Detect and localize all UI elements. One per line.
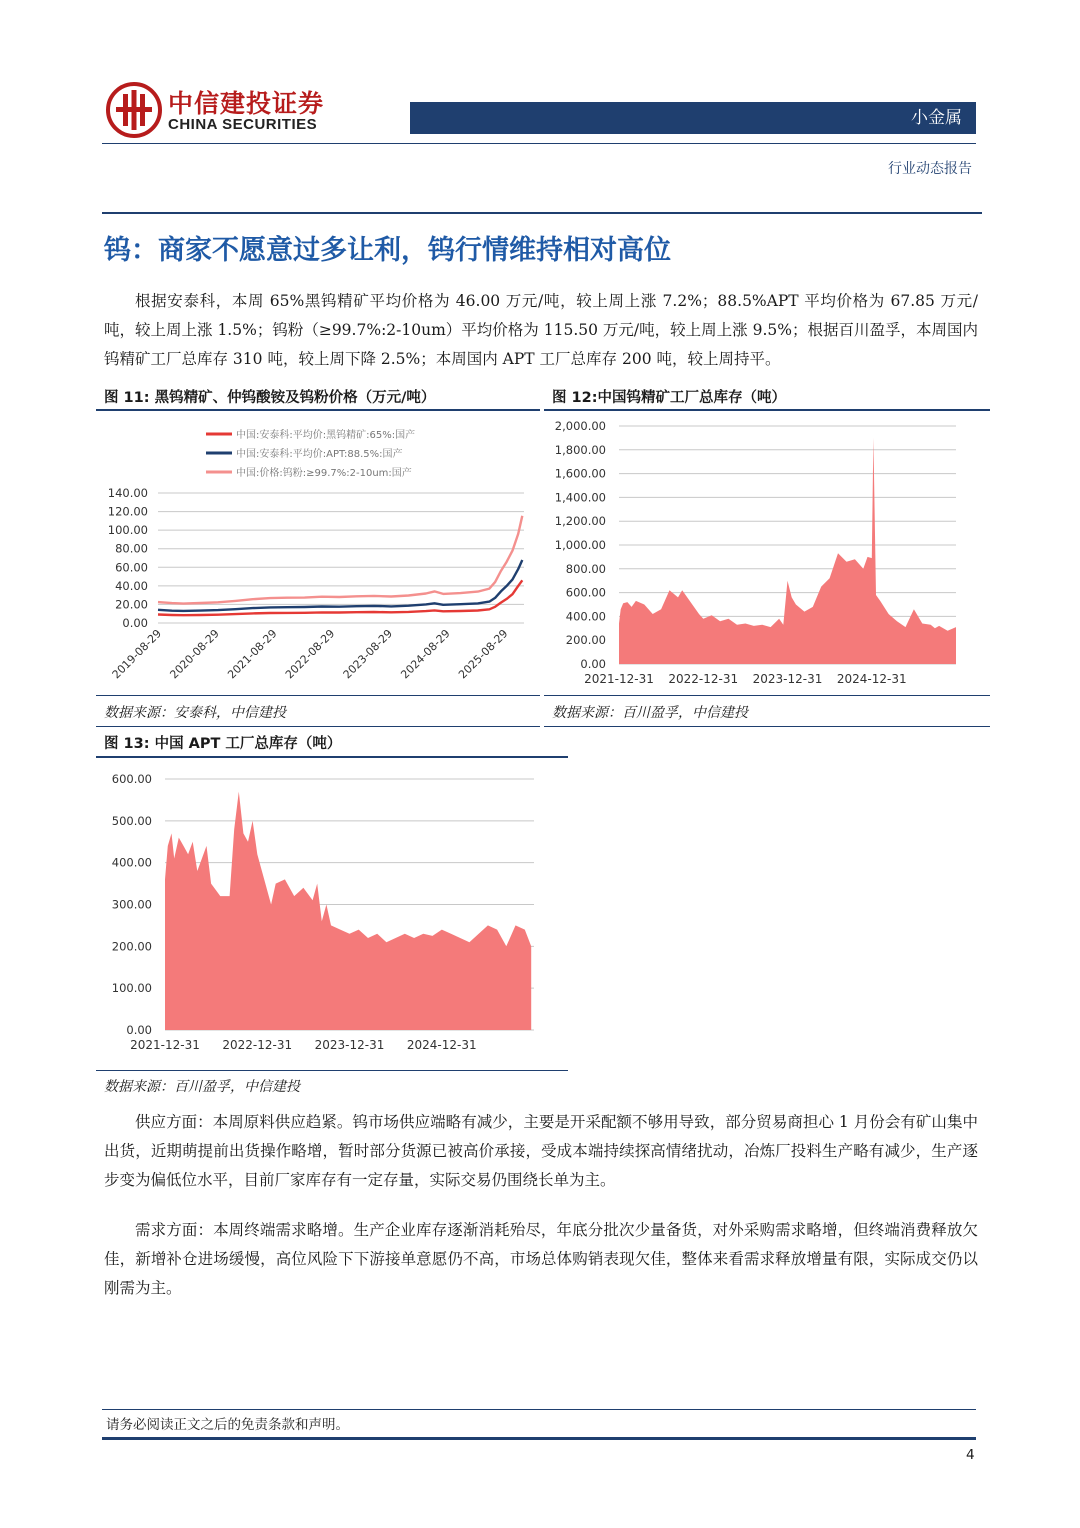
fig13-y-tick: 400.00 <box>111 855 152 870</box>
fig12-y-tick: 1,600.00 <box>554 466 606 481</box>
fig13-y-tick: 600.00 <box>111 772 152 786</box>
fig13-title: 图 13: 中国 APT 工厂总库存（吨） <box>104 736 342 752</box>
fig13-y-tick: 0.00 <box>126 1023 152 1037</box>
fig12-area <box>619 438 956 664</box>
fig11-x-tick: 2024-08-29 <box>398 626 453 682</box>
fig12-y-tick: 600.00 <box>565 585 606 600</box>
footer-bottom-rule <box>102 1437 976 1440</box>
fig11-x-tick: 2019-08-29 <box>109 626 165 682</box>
demand-paragraph: 需求方面：本周终端需求略增。生产企业库存逐渐消耗殆尽，年底分批次少量备货，对外采购需求略增，但终端消费释放欠佳，新增补仓进场缓慢，高位风险下下游接单意愿仍不高，市场总体购销表现欠佳，整体来看需求释放增量有限，实际成交仍以刚需为主。 <box>104 1221 978 1297</box>
fig11-legend-label-1: 中国:安泰科:平均价:黑钨精矿:65%:国产 <box>236 430 416 441</box>
fig12-y-tick: 200.00 <box>565 633 606 648</box>
fig11-y-tick: 40.00 <box>115 578 148 593</box>
fig13-y-tick: 100.00 <box>111 981 152 996</box>
supply-paragraph: 供应方面：本周原料供应趋紧。钨市场供应端略有减少，主要是开采配额不够用导致，部分贸易商担心 1 月份会有矿山集中出货，近期萌提前出货操作略增，暂时部分货源已被高价承接，受成本端持续探高情绪扰动，冶炼厂投料生产略有减少，生产逐步变为偏低位水平，目前厂家库存有一定存量，实际交易仍围绕长单为主。 <box>104 1113 978 1189</box>
company-name-cn: 中信建投证券 <box>168 89 325 118</box>
fig13-top-rule <box>96 756 568 758</box>
fig12-x-tick: 2022-12-31 <box>668 672 739 686</box>
fig12-y-tick: 800.00 <box>565 561 606 576</box>
fig12-y-tick: 1,800.00 <box>554 442 606 457</box>
fig13-x-tick: 2023-12-31 <box>314 1038 385 1052</box>
fig11-y-tick: 140.00 <box>107 486 148 500</box>
fig13-x-tick: 2021-12-31 <box>130 1038 200 1052</box>
fig13-bottom-rule <box>96 1070 568 1071</box>
fig11-x-tick: 2020-08-29 <box>167 626 222 682</box>
title-top-rule <box>102 212 982 214</box>
header-rule <box>102 143 976 144</box>
fig12-top-rule <box>544 409 990 411</box>
intro-paragraph: 根据安泰科，本周 65%黑钨精矿平均价格为 46.00 万元/吨，较上周上涨 7.2%；88.5%APT 平均价格为 67.85 万元/吨，较上周上涨 1.5%；钨粉（≥99.7%:2-10um）平均价格为 115.50 万元/吨，较上周上涨 9.5%；根据百川盈孚，本周国内钨精矿工厂总库存 310 吨，较上周下降 2.5%；本周国内 APT 工厂总库存 200 吨，较上周持平。 <box>104 292 978 368</box>
page-title: 钨：商家不愿意过多让利，钨行情维持相对高位 <box>104 235 671 266</box>
fig12-bottom-rule <box>544 695 990 696</box>
fig12-y-tick: 400.00 <box>565 609 606 624</box>
fig13-y-tick: 200.00 <box>111 939 152 954</box>
fig11-y-tick: 100.00 <box>107 523 148 538</box>
fig11-x-tick: 2022-08-29 <box>282 626 338 682</box>
fig11-chart <box>96 412 540 694</box>
fig12-y-tick: 2,000.00 <box>554 419 606 433</box>
fig11-y-tick: 20.00 <box>115 597 148 612</box>
fig12-x-tick: 2024-12-31 <box>836 672 907 686</box>
fig11-title: 图 11: 黑钨精矿、仲钨酸铵及钨粉价格（万元/吨） <box>104 390 436 406</box>
page-number: 4 <box>966 1447 975 1463</box>
disclaimer: 请务必阅读正文之后的免责条款和声明。 <box>106 1417 349 1433</box>
fig11-source-rule <box>96 726 540 727</box>
fig12-y-tick: 1,000.00 <box>554 538 606 552</box>
fig11-bottom-rule <box>96 695 540 696</box>
fig12-y-tick: 0.00 <box>580 657 606 671</box>
fig13-y-tick: 500.00 <box>111 813 152 828</box>
fig12-source-rule <box>544 726 990 727</box>
fig11-y-tick: 80.00 <box>115 541 148 556</box>
fig11-top-rule <box>96 409 540 411</box>
fig12-source: 数据来源：百川盈孚，中信建投 <box>552 705 748 721</box>
fig11-y-tick: 0.00 <box>122 616 148 630</box>
fig13-x-tick: 2022-12-31 <box>222 1038 293 1052</box>
fig13-chart <box>96 759 568 1069</box>
fig12-chart <box>544 412 990 694</box>
footer-top-rule <box>102 1409 976 1410</box>
fig13-source: 数据来源：百川盈孚，中信建投 <box>104 1079 300 1095</box>
fig12-y-tick: 1,200.00 <box>554 514 606 529</box>
section-bar: 小金属 <box>410 102 976 134</box>
report-type: 行业动态报告 <box>888 161 972 177</box>
fig13-x-tick: 2024-12-31 <box>406 1038 477 1052</box>
fig13-y-tick: 300.00 <box>111 897 152 912</box>
fig11-y-tick: 120.00 <box>107 504 148 519</box>
fig11-x-tick: 2023-08-29 <box>340 626 396 682</box>
fig11-source: 数据来源：安泰科，中信建投 <box>104 705 286 721</box>
fig11-series-line-3 <box>158 516 522 604</box>
fig11-y-tick: 60.00 <box>115 560 148 575</box>
fig11-legend-label-2: 中国:安泰科:平均价:APT:88.5%:国产 <box>236 449 403 460</box>
fig11-x-tick: 2021-08-29 <box>225 626 280 682</box>
fig12-y-tick: 1,400.00 <box>554 490 606 505</box>
fig11-x-tick: 2025-08-29 <box>456 626 511 682</box>
company-name-en: CHINA SECURITIES <box>168 116 318 133</box>
fig12-x-tick: 2023-12-31 <box>752 672 823 686</box>
fig13-area <box>165 792 531 1030</box>
company-logo-icon <box>106 82 162 138</box>
fig12-x-tick: 2021-12-31 <box>584 672 654 686</box>
fig11-legend-label-3: 中国:价格:钨粉:≥99.7%:2-10um:国产 <box>236 468 412 479</box>
header <box>0 0 1080 200</box>
fig12-title: 图 12:中国钨精矿工厂总库存（吨） <box>552 390 787 406</box>
